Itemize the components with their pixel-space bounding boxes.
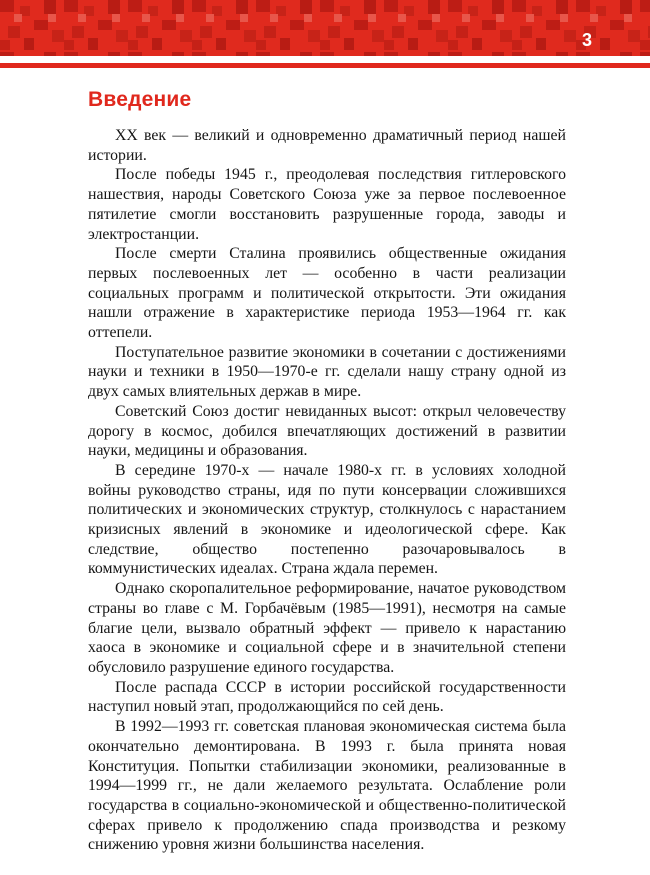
chapter-title: Введение: [88, 88, 192, 111]
paragraph-4: Поступательное развитие экономики в сочетании с достижениями науки и техники в 1950—1970-е гг. сделали нашу страну одной из двух самых влиятельных держав в мире.: [88, 343, 566, 401]
paragraph-2: После победы 1945 г., преодолевая последствия гитлеровского нашествия, народы Советского Союза уже за первое послевоенное пятилетие смогли восстановить разрушенные города, заводы и электростанции.: [88, 166, 566, 243]
paragraph-1: XX век — великий и одновременно драматичный период нашей истории.: [88, 127, 566, 164]
paragraph-9: В 1992—1993 гг. советская плановая экономическая система была окончательно демонтирована. В 1993 г. была принята новая Конституция. Попытки стабилизации экономики, реализованные в 1994—1999 гг., не дали желаемого результата. Ослабление роли государства в социально-экономической и общественно-политической сферах привело к продолжению спада производства и резкому снижению уровня жизни большинства населения.: [88, 718, 566, 854]
paragraph-8: После распада СССР в истории российской государственности наступил новый этап, продолжающийся по сей день.: [88, 678, 566, 716]
camouflage-pattern-decoration: [0, 0, 650, 56]
header-band: [0, 0, 650, 56]
content-area: [88, 88, 566, 855]
header-rule: [0, 63, 650, 68]
paragraph-7: Однако скоропалительное реформирование, начатое руководством страны во главе с М. Горбачёвым (1985—1991), несмотря на самые благие цели, вызвало обратный эффект — привело к нарастанию хаоса в экономике и социальной сфере и в значительной степени обусловило разрушение единого государства.: [88, 580, 566, 676]
paragraph-5: Советский Союз достиг невиданных высот: открыл человечеству дорогу в космос, добился впечатляющих достижений в развитии науки, медицины и образования.: [88, 402, 566, 460]
page-number: 3: [581, 30, 592, 50]
paragraph-6: В середине 1970-х — начале 1980-х гг. в условиях холодной войны руководство страны, идя по пути консервации сложившихся политических и экономических структур, столкнулось с нарастанием кризисных явлений в экономике и идеологической сфере. Как следствие, общество постепенно разочаровывалось в коммунистических идеалах. Страна ждала перемен.: [88, 461, 566, 578]
paragraph-3: После смерти Сталина проявились общественные ожидания первых послевоенных лет — особенно в части реализации социальных программ и политической открытости. Эти ожидания нашли отражение в характеристике периода 1953—1964 гг. как оттепели.: [88, 245, 566, 342]
